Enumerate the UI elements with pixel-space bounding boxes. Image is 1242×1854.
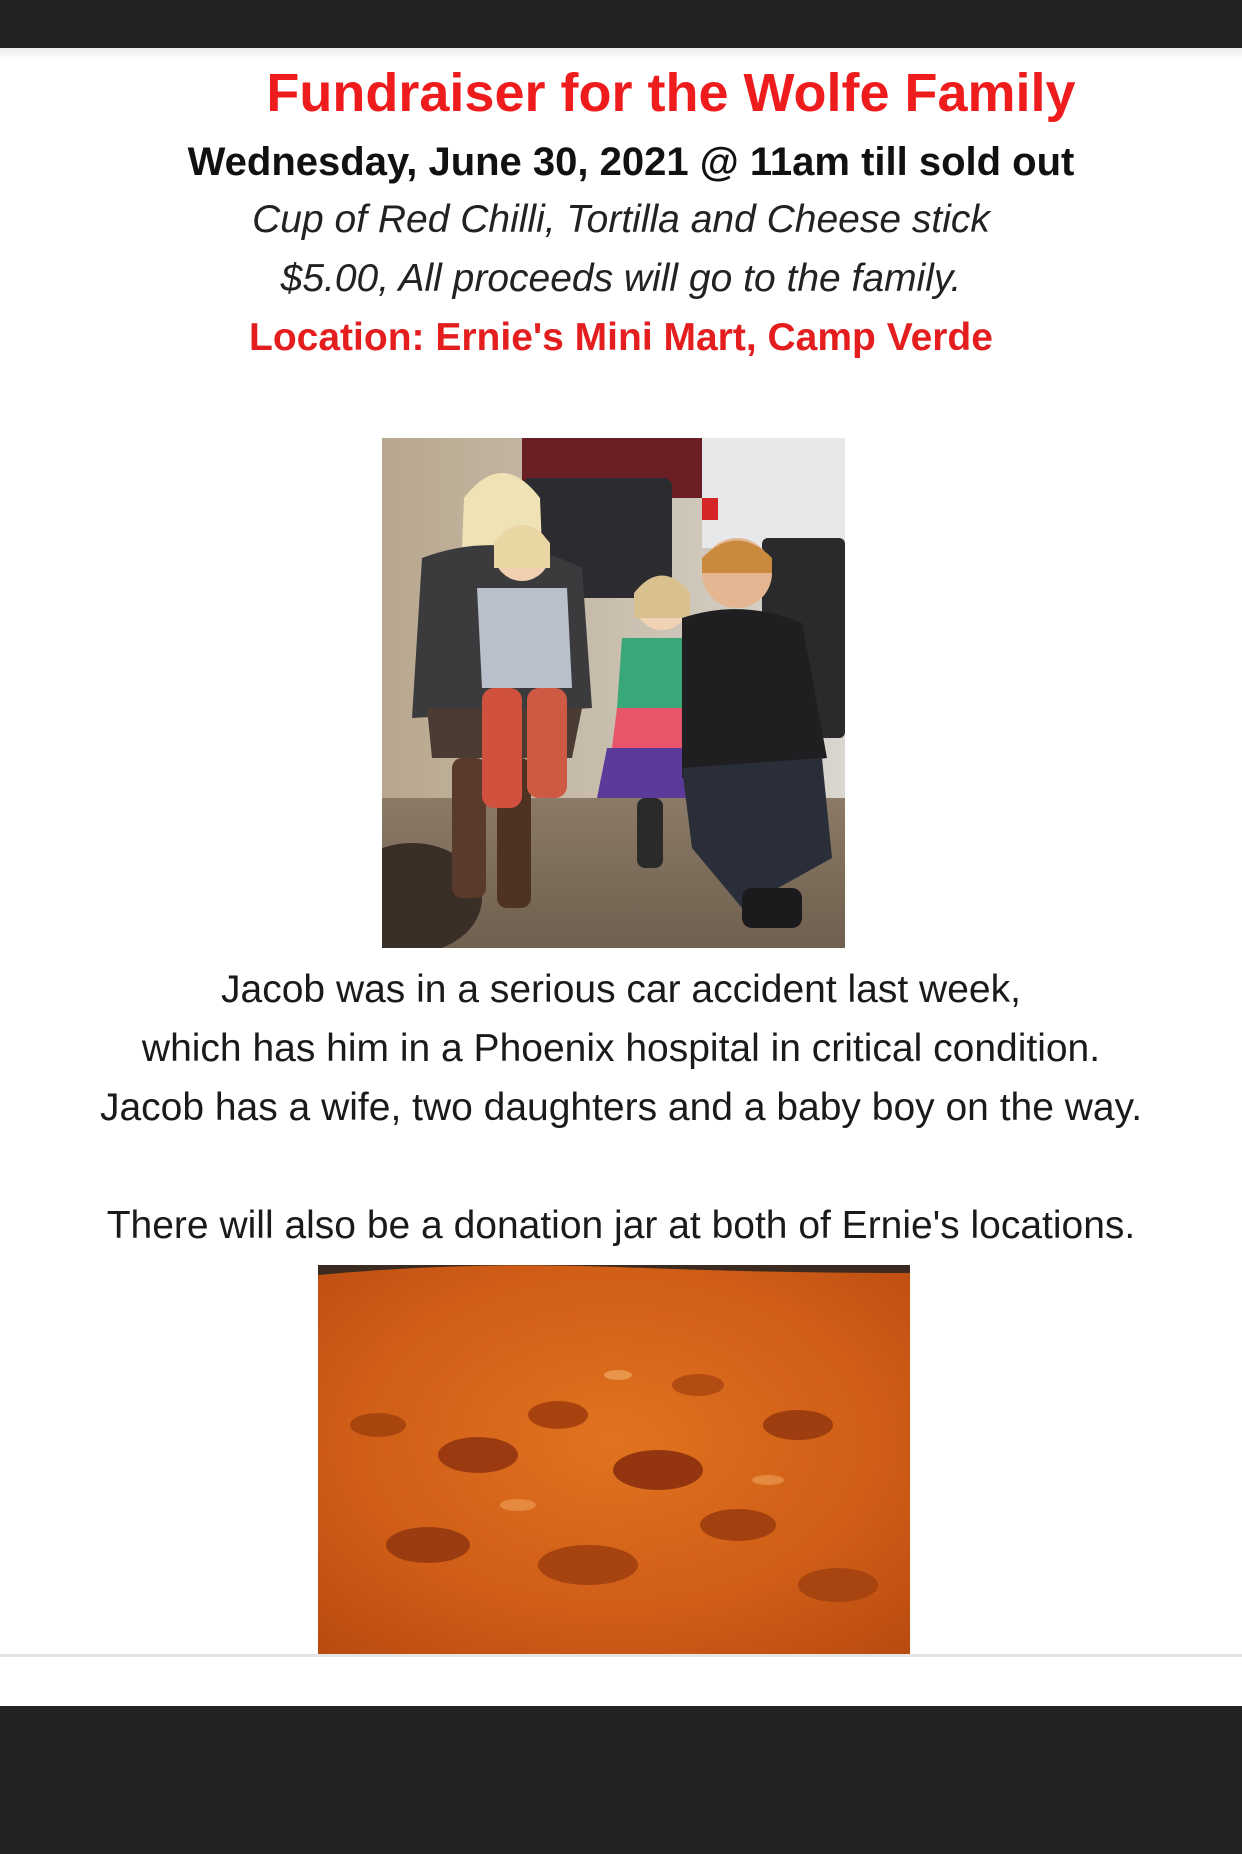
event-date-line: Wednesday, June 30, 2021 @ 11am till sold out	[187, 140, 1075, 184]
page-top-shadow	[0, 48, 1242, 60]
menu-line: Cup of Red Chilli, Tortilla and Cheese stick	[252, 198, 990, 241]
story-line-3: Jacob has a wife, two daughters and a baby boy on the way.	[99, 1086, 1143, 1129]
family-photo	[382, 438, 845, 948]
top-dark-bar	[0, 0, 1242, 48]
flyer-title: Fundraiser for the Wolfe Family	[266, 63, 1076, 123]
donation-jar-line: There will also be a donation jar at both of Ernie's locations.	[106, 1204, 1136, 1247]
bottom-dark-bar	[0, 1706, 1242, 1854]
page-bottom-rule	[0, 1654, 1242, 1657]
chili-photo	[318, 1265, 910, 1654]
price-line: $5.00, All proceeds will go to the family.	[280, 257, 962, 300]
story-line-1: Jacob was in a serious car accident last week,	[221, 968, 1021, 1011]
location-line: Location: Ernie's Mini Mart, Camp Verde	[249, 316, 993, 359]
story-line-2: which has him in a Phoenix hospital in critical condition.	[141, 1027, 1101, 1070]
